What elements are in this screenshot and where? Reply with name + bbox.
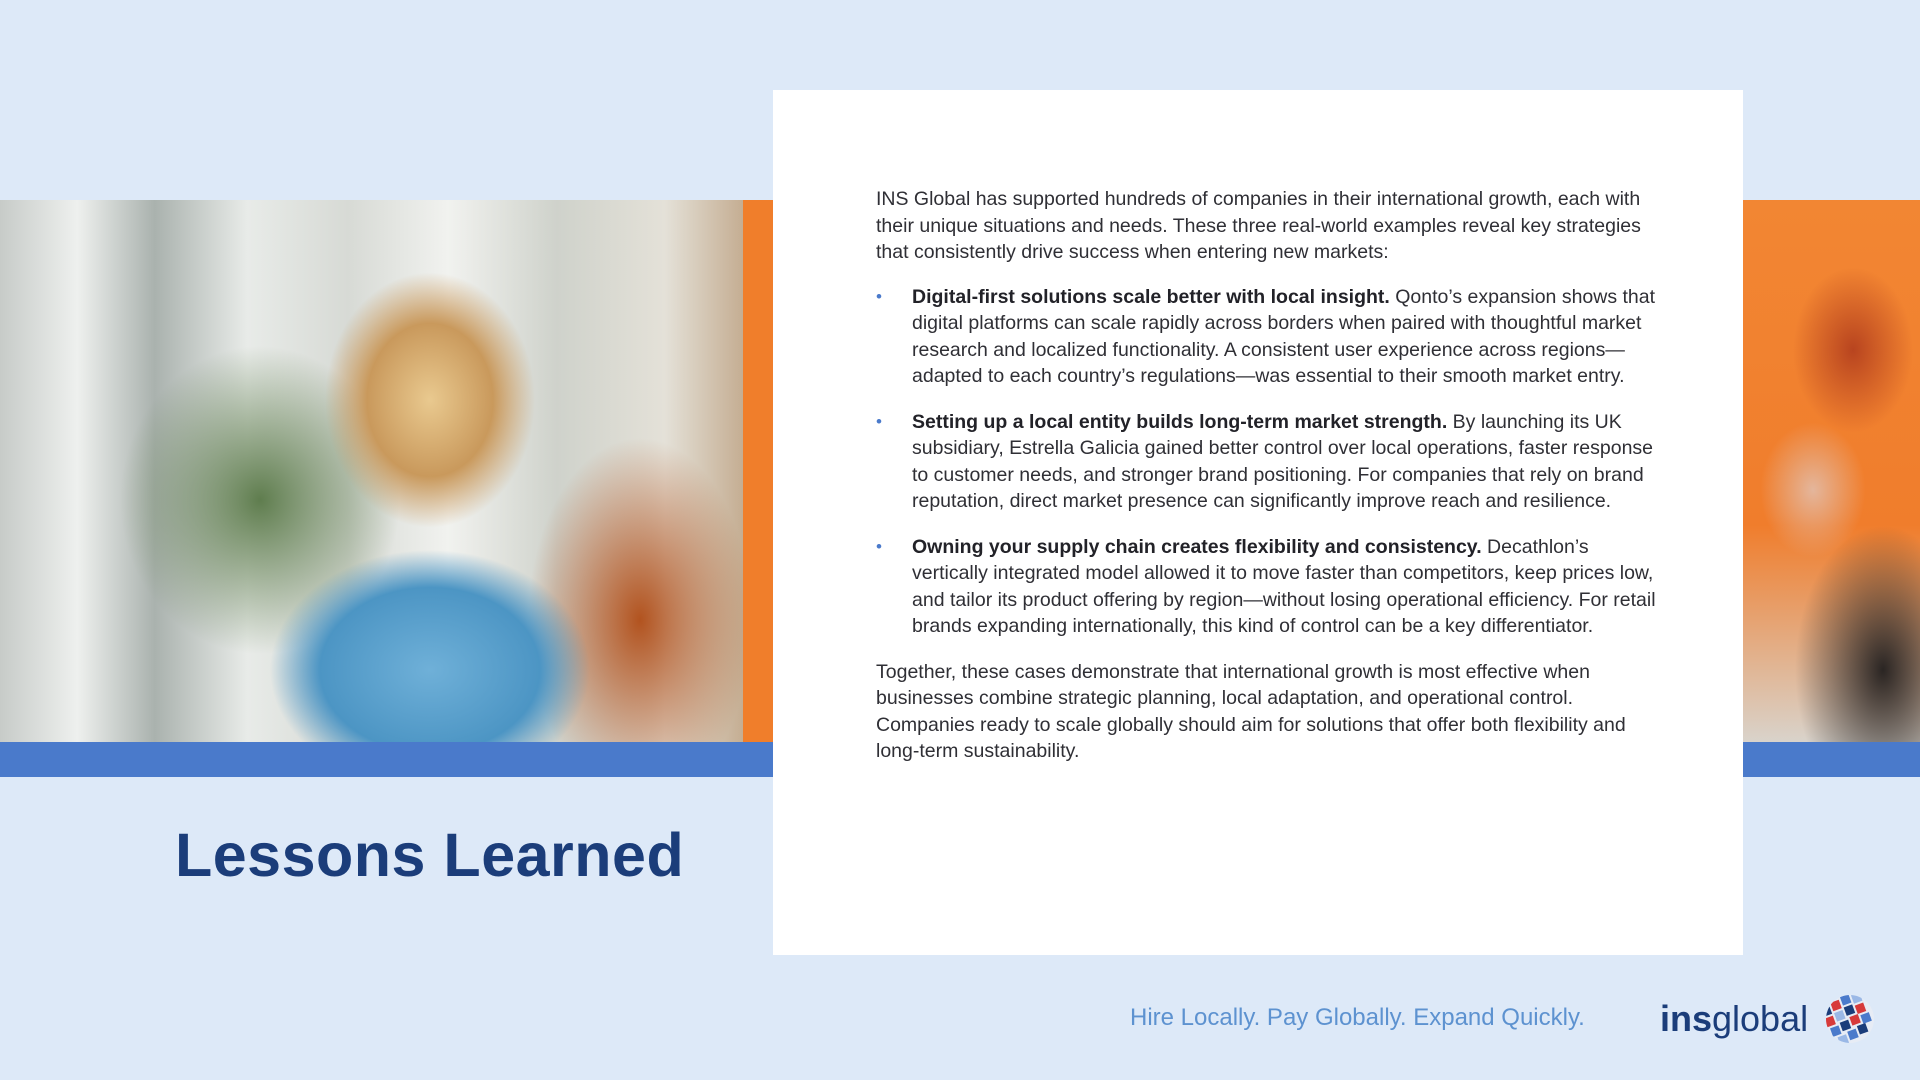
logo-regular: global (1712, 998, 1809, 1039)
bullet-heading: Owning your supply chain creates flexibility and consistency. (912, 535, 1488, 558)
orange-accent (743, 200, 773, 742)
brand-logo (1660, 993, 1876, 1045)
globe-logo-icon (1824, 993, 1876, 1045)
page-title: Lessons Learned (175, 821, 685, 889)
logo-wordmark (1660, 998, 1808, 1040)
conclusion-paragraph: Together, these cases demonstrate that international growth is most effective when businesses combine strategic planning, local adaptation, and operational control. Companies ready to scale globally should aim for solutions that offer both flexibility and long-term sustainability. (876, 660, 1626, 762)
bullet-dot-icon: • (876, 411, 882, 431)
bullet-heading: Digital-first solutions scale better with local insight. (912, 285, 1396, 308)
photo-woman-smiling (0, 200, 773, 742)
bullet-dot-icon: • (876, 536, 882, 556)
footer-tagline: Hire Locally. Pay Globally. Expand Quickly. (1130, 1004, 1585, 1031)
content-card (773, 90, 1743, 955)
blue-band-left (0, 742, 773, 777)
bullet-item (876, 409, 1656, 515)
bullet-item (876, 534, 1656, 640)
blue-band-right (1743, 742, 1920, 777)
bullet-text: Qonto’s expansion shows that digital platforms can scale rapidly across borders when paired with thoughtful market research and localized functionality. A consistent user experience across regions—adapted to each country’s regulations—was essential to their smooth market entry. (912, 285, 1656, 387)
bullet-item (876, 284, 1656, 390)
photo-woman-right (1743, 200, 1920, 742)
logo-bold: ins (1660, 998, 1713, 1039)
bullet-list (876, 284, 1656, 640)
card-body (876, 186, 1656, 765)
bullet-heading: Setting up a local entity builds long-term market strength. (912, 410, 1453, 433)
intro-paragraph: INS Global has supported hundreds of companies in their international growth, each with their unique situations and needs. These three real-world examples reveal key strategies that consistently drive success when entering new markets: (876, 188, 1641, 263)
bullet-dot-icon: • (876, 286, 882, 306)
bullet-text: By launching its UK subsidiary, Estrella Galicia gained better control over local operations, faster response to customer needs, and stronger brand positioning. For companies that rely on brand reputation, direct market presence can significantly improve reach and resilience. (912, 410, 1654, 512)
bullet-text: Decathlon’s vertically integrated model allowed it to move faster than competitors, keep prices low, and tailor its product offering by region—without losing operational efficiency. For retail brands expanding internationally, this kind of control can be a key differentiator. (912, 535, 1656, 637)
